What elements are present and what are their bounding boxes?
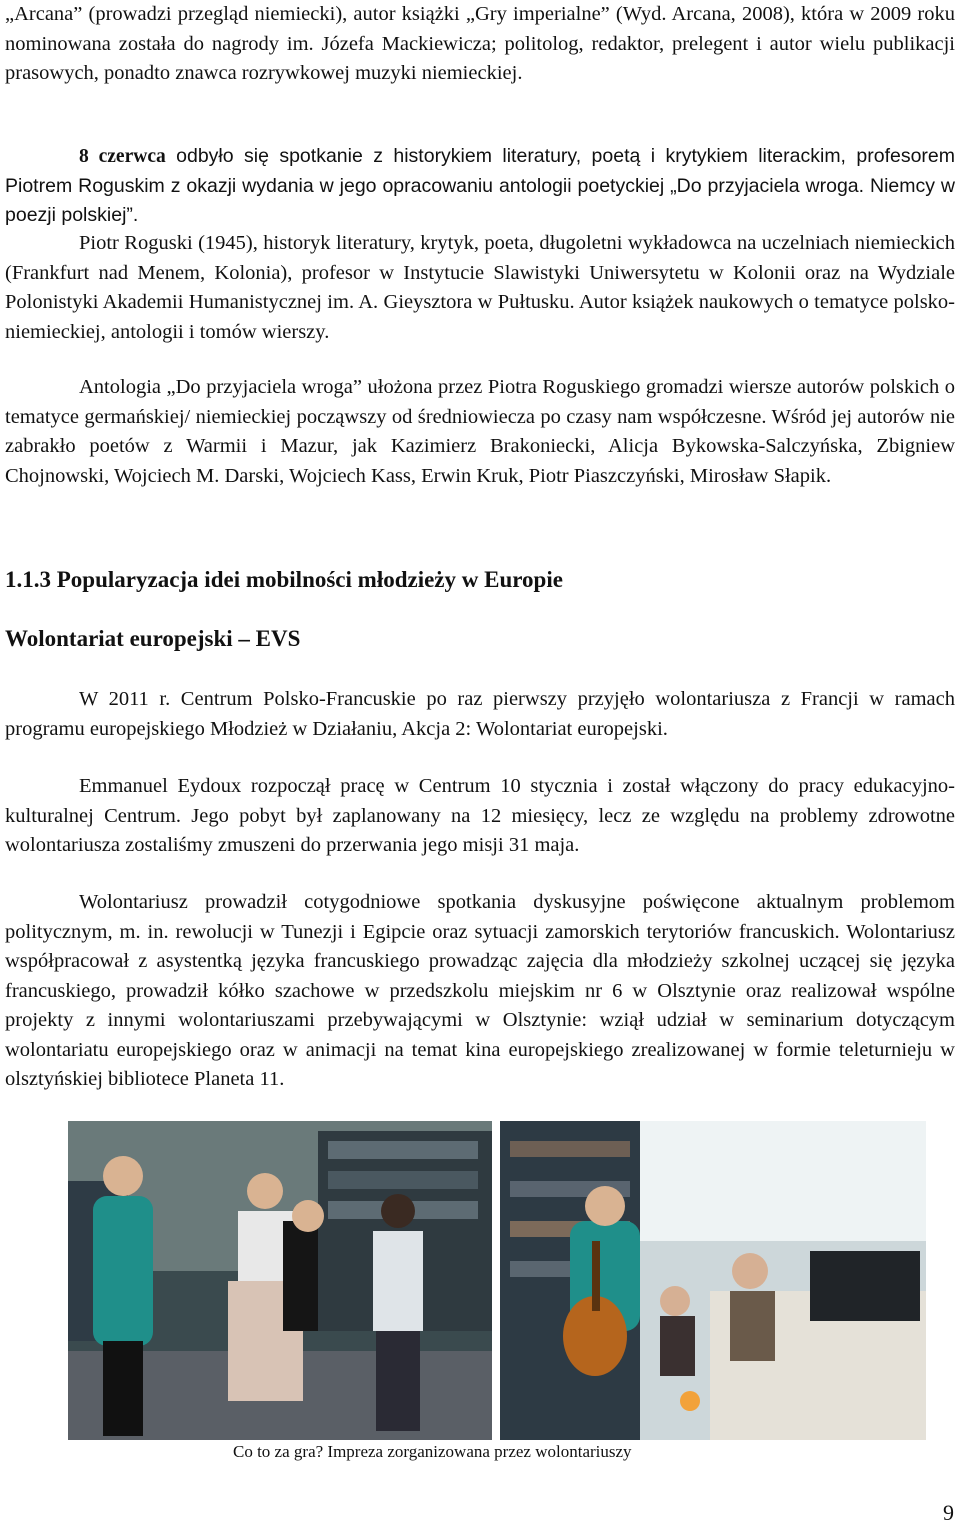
subsection-heading: Wolontariat europejski – EVS (5, 626, 301, 651)
meeting-description: odbyło się spotkanie z historykiem literatury, poetą i krytykiem literackim, profesorem Piotrem Roguskim z okazji wydania w jego opracowaniu antologii poetyckiej „Do przyjaciela wroga. Niemcy w poezji polskiej”. (5, 145, 956, 226)
paragraph-arcana: „Arcana” (prowadzi przegląd niemiecki), autor książki „Gry imperialne” (Wyd. Arcana, 2008), która w 2009 roku nominowana została do nagrody im. Józefa Mackiewicza; politolog, redaktor, prelegent i autor wielu publikacji prasowych, ponadto znawca rozrywkowej muzyki niemieckiej. (5, 3, 955, 84)
paragraph-roguski-bio: Piotr Roguski (1945), historyk literatury, krytyk, poeta, długoletni wykładowca na uczelniach niemieckich (Frankfurt nad Menem, Kolonia), profesor w Instytucie Slawistyki Uniwersytetu w Kolonii oraz na Wydziale Polonistyki Akademii Humanistycznej im. A. Gieysztora w Pułtusku. Autor książek naukowych o tematyce polsko-niemieckiej, antologii i tomów wierszy. (5, 232, 955, 343)
paragraph-meeting-intro (5, 142, 955, 231)
paragraph-volunteer-work: Emmanuel Eydoux rozpoczął pracę w Centrum 10 stycznia i został włączony do pracy edukacyjno-kulturalnej Centrum. Jego pobyt był zaplanowany na 12 miesięcy, lecz ze względu na problemy zdrowotne wolontariusza zostaliśmy zmuszeni do przerwania jego misji 31 maja. (5, 775, 955, 856)
photo-guitarist (500, 1121, 926, 1440)
page-number: 9 (943, 1500, 954, 1525)
paragraph-volunteer-activities: Wolontariusz prowadził cotygodniowe spotkania dyskusyjne poświęcone aktualnym problemom politycznym, m. in. rewolucji w Tunezji i Egipcie oraz sytuacji zamorskich terytoriów francuskich. Wolontariusz współpracował z asystentką języka francuskiego prowadząc zajęcia dla młodzieży szkolnej uczącej się języka francuskiego, prowadził kółko szachowe w przedszkolu miejskim nr 6 w Olsztynie oraz realizował wspólne projekty z innymi wolontariuszami przebywającymi w Olsztynie: wziął udział w seminarium dotyczącym wolontariatu europejskiego oraz w animacji na temat kina europejskiego zrealizowanej w formie teleturnieju w olsztyńskiej bibliotece Planeta 11. (5, 891, 955, 1090)
paragraph-anthology: Antologia „Do przyjaciela wroga” ułożona przez Piotra Roguskiego gromadzi wiersze autorów polskich o tematyce germańskiej/ niemieckiej począwszy od średniowiecza po czasy nam współczesne. Wśród jej autorów nie zabrakło poetów z Warmii i Mazur, jak Kazimierz Brakoniecki, Alicja Bykowska-Salczyńska, Zbigniew Chojnowski, Wojciech M. Darski, Wojciech Kass, Erwin Kruk, Piotr Piaszczyński, Mirosław Słapik. (5, 376, 955, 487)
figure-caption: Co to za gra? Impreza zorganizowana przez wolontariuszy (233, 1442, 632, 1461)
meeting-date: 8 czerwca (79, 146, 166, 167)
section-heading: 1.1.3 Popularyzacja idei mobilności młodzieży w Europie (5, 567, 563, 592)
paragraph-evs-intro: W 2011 r. Centrum Polsko-Francuskie po raz pierwszy przyjęło wolontariusza z Francji w ramach programu europejskiego Młodzież w Działaniu, Akcja 2: Wolontariat europejski. (5, 688, 955, 740)
photo-dancing (68, 1121, 492, 1440)
